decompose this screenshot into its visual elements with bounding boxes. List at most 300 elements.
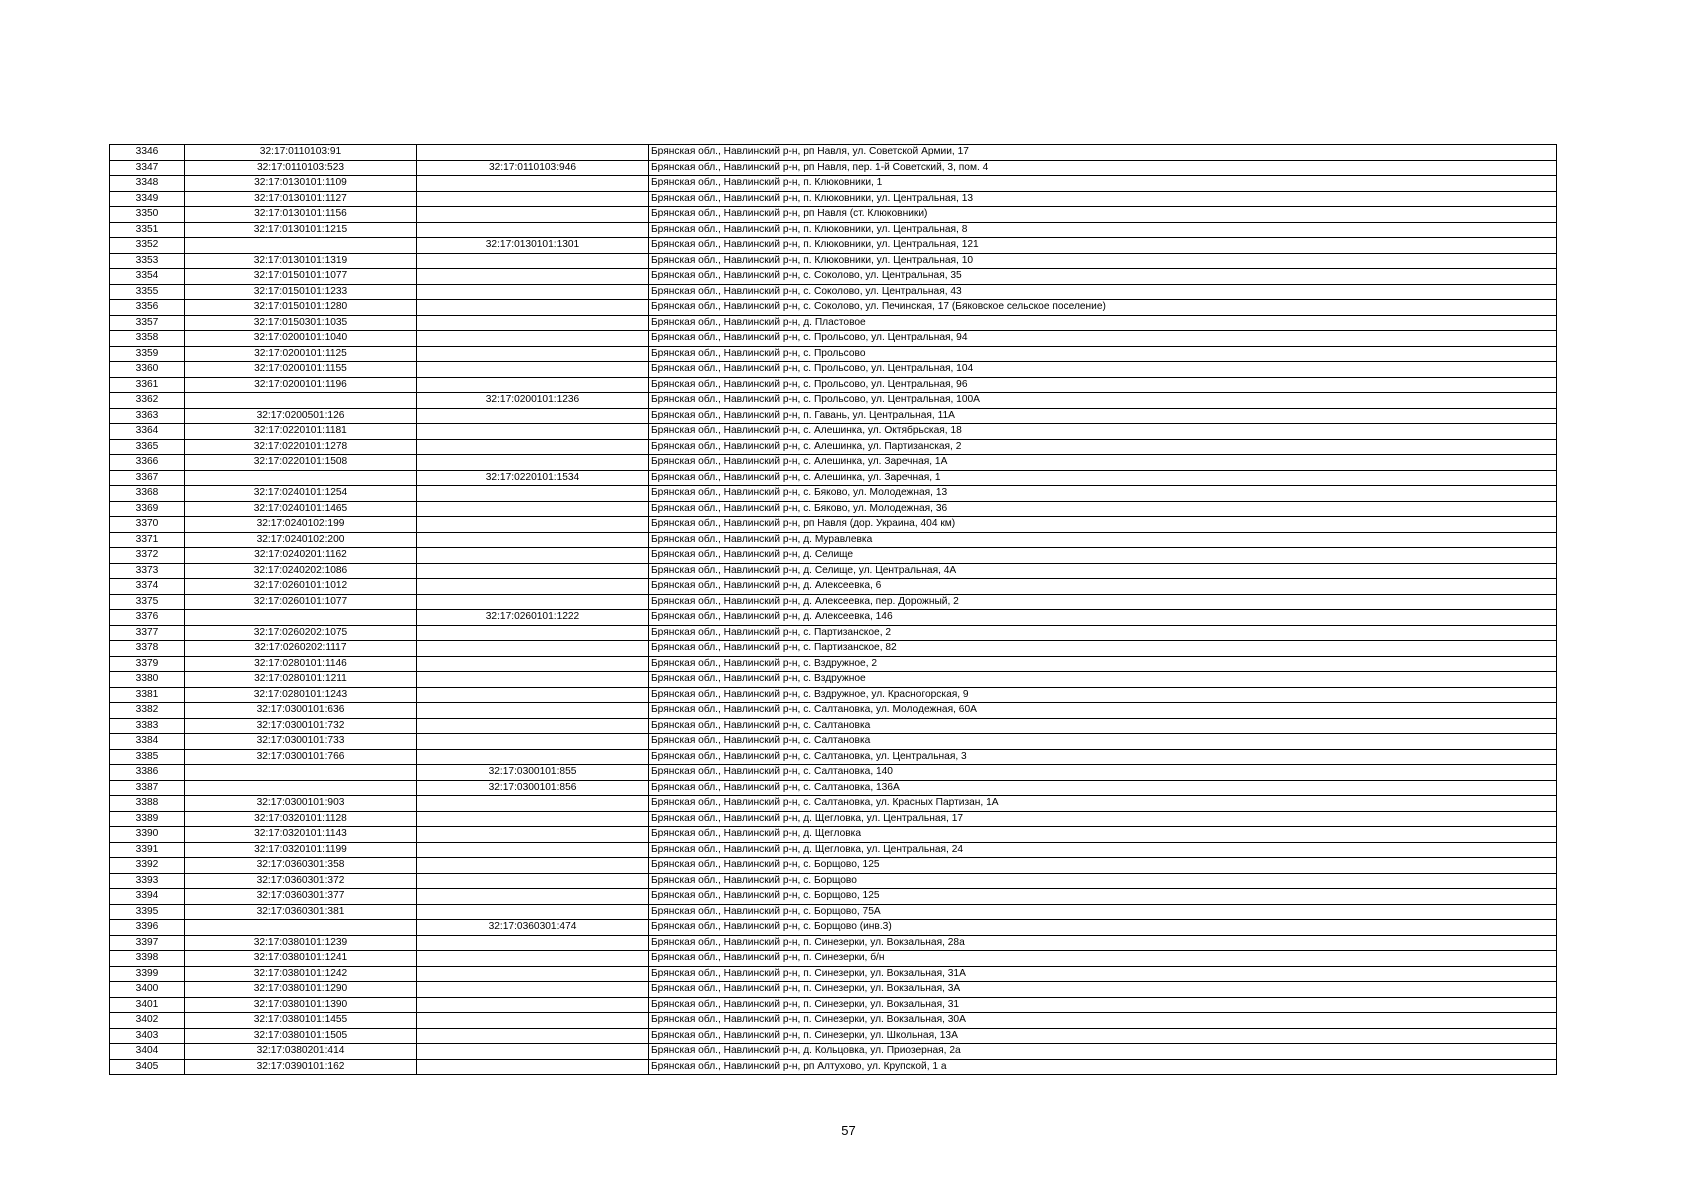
cadastral-number-cell: 32:17:0240101:1465	[185, 501, 417, 517]
row-number-cell: 3371	[110, 532, 185, 548]
row-number-cell: 3385	[110, 749, 185, 765]
cadastral-number-cell	[185, 393, 417, 409]
address-cell: Брянская обл., Навлинский р-н, с. Прольсово, ул. Центральная, 100А	[649, 393, 1557, 409]
address-cell: Брянская обл., Навлинский р-н, с. Салтановка, ул. Молодежная, 60А	[649, 703, 1557, 719]
row-number-cell: 3404	[110, 1044, 185, 1060]
table-row	[110, 548, 1557, 564]
parent-cadastral-number-cell	[417, 284, 649, 300]
table-row	[110, 594, 1557, 610]
cadastral-number-cell: 32:17:0300101:733	[185, 734, 417, 750]
address-cell: Брянская обл., Навлинский р-н, д. Алексеевка, 6	[649, 579, 1557, 595]
table-row	[110, 145, 1557, 161]
row-number-cell: 3402	[110, 1013, 185, 1029]
parent-cadastral-number-cell	[417, 532, 649, 548]
parent-cadastral-number-cell	[417, 548, 649, 564]
parent-cadastral-number-cell	[417, 889, 649, 905]
registry-table	[109, 144, 1557, 1075]
parent-cadastral-number-cell	[417, 935, 649, 951]
address-cell: Брянская обл., Навлинский р-н, д. Пластовое	[649, 315, 1557, 331]
page-number: 57	[841, 1123, 856, 1138]
cadastral-number-cell: 32:17:0320101:1128	[185, 811, 417, 827]
row-number-cell: 3400	[110, 982, 185, 998]
row-number-cell: 3394	[110, 889, 185, 905]
table-row	[110, 672, 1557, 688]
address-cell: Брянская обл., Навлинский р-н, п. Синезерки, ул. Школьная, 13А	[649, 1028, 1557, 1044]
row-number-cell: 3376	[110, 610, 185, 626]
table-row	[110, 176, 1557, 192]
parent-cadastral-number-cell	[417, 269, 649, 285]
parent-cadastral-number-cell	[417, 1059, 649, 1075]
table-row	[110, 1059, 1557, 1075]
table-row	[110, 284, 1557, 300]
table-row	[110, 625, 1557, 641]
address-cell: Брянская обл., Навлинский р-н, с. Вздружное, ул. Красногорская, 9	[649, 687, 1557, 703]
address-cell: Брянская обл., Навлинский р-н, п. Клюковники, ул. Центральная, 121	[649, 238, 1557, 254]
parent-cadastral-number-cell	[417, 656, 649, 672]
parent-cadastral-number-cell: 32:17:0360301:474	[417, 920, 649, 936]
cadastral-number-cell: 32:17:0150101:1077	[185, 269, 417, 285]
cadastral-number-cell: 32:17:0150101:1280	[185, 300, 417, 316]
parent-cadastral-number-cell: 32:17:0200101:1236	[417, 393, 649, 409]
table-row	[110, 191, 1557, 207]
row-number-cell: 3363	[110, 408, 185, 424]
table-row	[110, 703, 1557, 719]
table-row	[110, 641, 1557, 657]
table-row	[110, 1028, 1557, 1044]
row-number-cell: 3372	[110, 548, 185, 564]
table-row	[110, 300, 1557, 316]
table-row	[110, 517, 1557, 533]
table-row	[110, 827, 1557, 843]
address-cell: Брянская обл., Навлинский р-н, п. Гавань, ул. Центральная, 11А	[649, 408, 1557, 424]
table-row	[110, 455, 1557, 471]
cadastral-number-cell: 32:17:0360301:381	[185, 904, 417, 920]
parent-cadastral-number-cell	[417, 982, 649, 998]
row-number-cell: 3387	[110, 780, 185, 796]
parent-cadastral-number-cell	[417, 1044, 649, 1060]
address-cell: Брянская обл., Навлинский р-н, с. Борщово, 125	[649, 858, 1557, 874]
table-row	[110, 269, 1557, 285]
cadastral-number-cell	[185, 238, 417, 254]
parent-cadastral-number-cell	[417, 501, 649, 517]
table-row	[110, 160, 1557, 176]
table-row	[110, 997, 1557, 1013]
parent-cadastral-number-cell	[417, 951, 649, 967]
table-row	[110, 873, 1557, 889]
row-number-cell: 3353	[110, 253, 185, 269]
address-cell: Брянская обл., Навлинский р-н, д. Щегловка, ул. Центральная, 24	[649, 842, 1557, 858]
table-row	[110, 796, 1557, 812]
parent-cadastral-number-cell	[417, 222, 649, 238]
row-number-cell: 3354	[110, 269, 185, 285]
table-row	[110, 811, 1557, 827]
address-cell: Брянская обл., Навлинский р-н, п. Клюковники, ул. Центральная, 13	[649, 191, 1557, 207]
table-row	[110, 842, 1557, 858]
row-number-cell: 3352	[110, 238, 185, 254]
parent-cadastral-number-cell	[417, 873, 649, 889]
cadastral-number-cell: 32:17:0200101:1040	[185, 331, 417, 347]
cadastral-number-cell: 32:17:0130101:1215	[185, 222, 417, 238]
table-row	[110, 331, 1557, 347]
row-number-cell: 3378	[110, 641, 185, 657]
parent-cadastral-number-cell: 32:17:0220101:1534	[417, 470, 649, 486]
table-row	[110, 687, 1557, 703]
cadastral-number-cell: 32:17:0110103:91	[185, 145, 417, 161]
address-cell: Брянская обл., Навлинский р-н, п. Синезерки, ул. Вокзальная, 28а	[649, 935, 1557, 951]
parent-cadastral-number-cell	[417, 997, 649, 1013]
row-number-cell: 3382	[110, 703, 185, 719]
address-cell: Брянская обл., Навлинский р-н, с. Борщово (инв.3)	[649, 920, 1557, 936]
parent-cadastral-number-cell	[417, 734, 649, 750]
address-cell: Брянская обл., Навлинский р-н, с. Бяково, ул. Молодежная, 36	[649, 501, 1557, 517]
row-number-cell: 3381	[110, 687, 185, 703]
row-number-cell: 3347	[110, 160, 185, 176]
address-cell: Брянская обл., Навлинский р-н, с. Соколово, ул. Центральная, 35	[649, 269, 1557, 285]
parent-cadastral-number-cell	[417, 517, 649, 533]
cadastral-number-cell: 32:17:0220101:1278	[185, 439, 417, 455]
table-row	[110, 920, 1557, 936]
parent-cadastral-number-cell	[417, 579, 649, 595]
parent-cadastral-number-cell: 32:17:0260101:1222	[417, 610, 649, 626]
cadastral-number-cell: 32:17:0200501:126	[185, 408, 417, 424]
cadastral-number-cell: 32:17:0380101:1505	[185, 1028, 417, 1044]
address-cell: Брянская обл., Навлинский р-н, с. Соколово, ул. Печинская, 17 (Бяковское сельское поселение)	[649, 300, 1557, 316]
row-number-cell: 3362	[110, 393, 185, 409]
address-cell: Брянская обл., Навлинский р-н, с. Алешинка, ул. Заречная, 1А	[649, 455, 1557, 471]
address-cell: Брянская обл., Навлинский р-н, рп Навля (дор. Украина, 404 км)	[649, 517, 1557, 533]
cadastral-number-cell: 32:17:0280101:1211	[185, 672, 417, 688]
row-number-cell: 3401	[110, 997, 185, 1013]
parent-cadastral-number-cell	[417, 145, 649, 161]
address-cell: Брянская обл., Навлинский р-н, с. Алешинка, ул. Партизанская, 2	[649, 439, 1557, 455]
cadastral-number-cell: 32:17:0380101:1390	[185, 997, 417, 1013]
parent-cadastral-number-cell	[417, 300, 649, 316]
parent-cadastral-number-cell	[417, 703, 649, 719]
parent-cadastral-number-cell	[417, 641, 649, 657]
table-row	[110, 966, 1557, 982]
row-number-cell: 3403	[110, 1028, 185, 1044]
parent-cadastral-number-cell	[417, 253, 649, 269]
cadastral-number-cell: 32:17:0380201:414	[185, 1044, 417, 1060]
table-row	[110, 486, 1557, 502]
address-cell: Брянская обл., Навлинский р-н, с. Прольсово, ул. Центральная, 96	[649, 377, 1557, 393]
cadastral-number-cell: 32:17:0280101:1243	[185, 687, 417, 703]
parent-cadastral-number-cell	[417, 966, 649, 982]
parent-cadastral-number-cell: 32:17:0300101:856	[417, 780, 649, 796]
cadastral-number-cell: 32:17:0380101:1239	[185, 935, 417, 951]
row-number-cell: 3369	[110, 501, 185, 517]
table-row	[110, 780, 1557, 796]
cadastral-number-cell: 32:17:0300101:636	[185, 703, 417, 719]
parent-cadastral-number-cell: 32:17:0300101:855	[417, 765, 649, 781]
address-cell: Брянская обл., Навлинский р-н, д. Кольцовка, ул. Приозерная, 2а	[649, 1044, 1557, 1060]
row-number-cell: 3351	[110, 222, 185, 238]
table-row	[110, 982, 1557, 998]
address-cell: Брянская обл., Навлинский р-н, с. Салтановка, ул. Красных Партизан, 1А	[649, 796, 1557, 812]
address-cell: Брянская обл., Навлинский р-н, с. Борщово, 125	[649, 889, 1557, 905]
table-row	[110, 718, 1557, 734]
table-row	[110, 253, 1557, 269]
table-row	[110, 749, 1557, 765]
cadastral-number-cell: 32:17:0360301:377	[185, 889, 417, 905]
parent-cadastral-number-cell	[417, 842, 649, 858]
address-cell: Брянская обл., Навлинский р-н, д. Селище, ул. Центральная, 4А	[649, 563, 1557, 579]
cadastral-number-cell	[185, 920, 417, 936]
row-number-cell: 3405	[110, 1059, 185, 1075]
table-row	[110, 532, 1557, 548]
address-cell: Брянская обл., Навлинский р-н, с. Борщово	[649, 873, 1557, 889]
cadastral-number-cell: 32:17:0380101:1241	[185, 951, 417, 967]
row-number-cell: 3390	[110, 827, 185, 843]
table-row	[110, 408, 1557, 424]
parent-cadastral-number-cell	[417, 672, 649, 688]
parent-cadastral-number-cell	[417, 486, 649, 502]
row-number-cell: 3396	[110, 920, 185, 936]
parent-cadastral-number-cell	[417, 904, 649, 920]
table-row	[110, 1044, 1557, 1060]
address-cell: Брянская обл., Навлинский р-н, с. Салтановка, 136А	[649, 780, 1557, 796]
address-cell: Брянская обл., Навлинский р-н, с. Салтановка	[649, 718, 1557, 734]
parent-cadastral-number-cell	[417, 594, 649, 610]
cadastral-number-cell: 32:17:0240202:1086	[185, 563, 417, 579]
address-cell: Брянская обл., Навлинский р-н, с. Бяково, ул. Молодежная, 13	[649, 486, 1557, 502]
cadastral-number-cell: 32:17:0220101:1508	[185, 455, 417, 471]
table-row	[110, 579, 1557, 595]
row-number-cell: 3391	[110, 842, 185, 858]
cadastral-number-cell: 32:17:0300101:903	[185, 796, 417, 812]
address-cell: Брянская обл., Навлинский р-н, п. Синезерки, ул. Вокзальная, 31А	[649, 966, 1557, 982]
parent-cadastral-number-cell	[417, 176, 649, 192]
row-number-cell: 3373	[110, 563, 185, 579]
parent-cadastral-number-cell	[417, 718, 649, 734]
address-cell: Брянская обл., Навлинский р-н, п. Синезерки, ул. Вокзальная, 3А	[649, 982, 1557, 998]
row-number-cell: 3364	[110, 424, 185, 440]
row-number-cell: 3358	[110, 331, 185, 347]
row-number-cell: 3398	[110, 951, 185, 967]
row-number-cell: 3366	[110, 455, 185, 471]
address-cell: Брянская обл., Навлинский р-н, рп Навля, ул. Советской Армии, 17	[649, 145, 1557, 161]
row-number-cell: 3348	[110, 176, 185, 192]
parent-cadastral-number-cell: 32:17:0130101:1301	[417, 238, 649, 254]
address-cell: Брянская обл., Навлинский р-н, с. Вздружное	[649, 672, 1557, 688]
cadastral-number-cell: 32:17:0320101:1199	[185, 842, 417, 858]
table-row	[110, 346, 1557, 362]
parent-cadastral-number-cell	[417, 207, 649, 223]
parent-cadastral-number-cell	[417, 827, 649, 843]
address-cell: Брянская обл., Навлинский р-н, с. Салтановка, ул. Центральная, 3	[649, 749, 1557, 765]
cadastral-number-cell: 32:17:0240201:1162	[185, 548, 417, 564]
row-number-cell: 3350	[110, 207, 185, 223]
table-row	[110, 393, 1557, 409]
parent-cadastral-number-cell	[417, 811, 649, 827]
row-number-cell: 3368	[110, 486, 185, 502]
parent-cadastral-number-cell	[417, 346, 649, 362]
cadastral-number-cell: 32:17:0380101:1455	[185, 1013, 417, 1029]
address-cell: Брянская обл., Навлинский р-н, п. Синезерки, б/н	[649, 951, 1557, 967]
table-row	[110, 439, 1557, 455]
address-cell: Брянская обл., Навлинский р-н, д. Алексеевка, пер. Дорожный, 2	[649, 594, 1557, 610]
cadastral-number-cell	[185, 780, 417, 796]
address-cell: Брянская обл., Навлинский р-н, с. Вздружное, 2	[649, 656, 1557, 672]
address-cell: Брянская обл., Навлинский р-н, п. Клюковники, ул. Центральная, 10	[649, 253, 1557, 269]
table-row	[110, 889, 1557, 905]
table-row	[110, 377, 1557, 393]
cadastral-number-cell: 32:17:0220101:1181	[185, 424, 417, 440]
table-row	[110, 765, 1557, 781]
row-number-cell: 3355	[110, 284, 185, 300]
address-cell: Брянская обл., Навлинский р-н, п. Клюковники, 1	[649, 176, 1557, 192]
row-number-cell: 3349	[110, 191, 185, 207]
row-number-cell: 3395	[110, 904, 185, 920]
row-number-cell: 3379	[110, 656, 185, 672]
row-number-cell: 3397	[110, 935, 185, 951]
address-cell: Брянская обл., Навлинский р-н, рп Навля, пер. 1-й Советский, 3, пом. 4	[649, 160, 1557, 176]
cadastral-number-cell	[185, 470, 417, 486]
cadastral-number-cell: 32:17:0130101:1127	[185, 191, 417, 207]
row-number-cell: 3384	[110, 734, 185, 750]
parent-cadastral-number-cell	[417, 687, 649, 703]
table-row	[110, 424, 1557, 440]
row-number-cell: 3374	[110, 579, 185, 595]
row-number-cell: 3360	[110, 362, 185, 378]
address-cell: Брянская обл., Навлинский р-н, п. Клюковники, ул. Центральная, 8	[649, 222, 1557, 238]
cadastral-number-cell: 32:17:0260101:1012	[185, 579, 417, 595]
address-cell: Брянская обл., Навлинский р-н, д. Щегловка, ул. Центральная, 17	[649, 811, 1557, 827]
table-row	[110, 563, 1557, 579]
parent-cadastral-number-cell	[417, 1013, 649, 1029]
row-number-cell: 3375	[110, 594, 185, 610]
row-number-cell: 3356	[110, 300, 185, 316]
row-number-cell: 3346	[110, 145, 185, 161]
address-cell: Брянская обл., Навлинский р-н, с. Салтановка, 140	[649, 765, 1557, 781]
address-cell: Брянская обл., Навлинский р-н, п. Синезерки, ул. Вокзальная, 31	[649, 997, 1557, 1013]
cadastral-number-cell: 32:17:0260101:1077	[185, 594, 417, 610]
cadastral-number-cell: 32:17:0240102:200	[185, 532, 417, 548]
address-cell: Брянская обл., Навлинский р-н, рп Навля (ст. Клюковники)	[649, 207, 1557, 223]
address-cell: Брянская обл., Навлинский р-н, с. Салтановка	[649, 734, 1557, 750]
address-cell: Брянская обл., Навлинский р-н, рп Алтухово, ул. Крупской, 1 а	[649, 1059, 1557, 1075]
table-row	[110, 656, 1557, 672]
parent-cadastral-number-cell	[417, 315, 649, 331]
address-cell: Брянская обл., Навлинский р-н, д. Алексеевка, 146	[649, 610, 1557, 626]
address-cell: Брянская обл., Навлинский р-н, д. Щегловка	[649, 827, 1557, 843]
parent-cadastral-number-cell	[417, 749, 649, 765]
table-row	[110, 610, 1557, 626]
cadastral-number-cell	[185, 610, 417, 626]
registry-table-body	[110, 145, 1557, 1075]
row-number-cell: 3389	[110, 811, 185, 827]
parent-cadastral-number-cell	[417, 625, 649, 641]
cadastral-number-cell: 32:17:0200101:1196	[185, 377, 417, 393]
parent-cadastral-number-cell	[417, 563, 649, 579]
table-row	[110, 734, 1557, 750]
row-number-cell: 3357	[110, 315, 185, 331]
cadastral-number-cell: 32:17:0150101:1233	[185, 284, 417, 300]
address-cell: Брянская обл., Навлинский р-н, с. Борщово, 75А	[649, 904, 1557, 920]
row-number-cell: 3359	[110, 346, 185, 362]
row-number-cell: 3377	[110, 625, 185, 641]
address-cell: Брянская обл., Навлинский р-н, с. Прольсово	[649, 346, 1557, 362]
table-row	[110, 207, 1557, 223]
table-row	[110, 858, 1557, 874]
parent-cadastral-number-cell	[417, 1028, 649, 1044]
row-number-cell: 3365	[110, 439, 185, 455]
cadastral-number-cell: 32:17:0130101:1319	[185, 253, 417, 269]
row-number-cell: 3386	[110, 765, 185, 781]
cadastral-number-cell: 32:17:0150301:1035	[185, 315, 417, 331]
parent-cadastral-number-cell	[417, 191, 649, 207]
address-cell: Брянская обл., Навлинский р-н, с. Соколово, ул. Центральная, 43	[649, 284, 1557, 300]
cadastral-number-cell: 32:17:0320101:1143	[185, 827, 417, 843]
row-number-cell: 3393	[110, 873, 185, 889]
address-cell: Брянская обл., Навлинский р-н, п. Синезерки, ул. Вокзальная, 30А	[649, 1013, 1557, 1029]
cadastral-number-cell: 32:17:0130101:1156	[185, 207, 417, 223]
table-row	[110, 501, 1557, 517]
cadastral-number-cell: 32:17:0360301:372	[185, 873, 417, 889]
cadastral-number-cell: 32:17:0280101:1146	[185, 656, 417, 672]
table-row	[110, 904, 1557, 920]
cadastral-number-cell: 32:17:0260202:1117	[185, 641, 417, 657]
address-cell: Брянская обл., Навлинский р-н, с. Партизанское, 2	[649, 625, 1557, 641]
parent-cadastral-number-cell	[417, 424, 649, 440]
row-number-cell: 3388	[110, 796, 185, 812]
address-cell: Брянская обл., Навлинский р-н, с. Алешинка, ул. Заречная, 1	[649, 470, 1557, 486]
address-cell: Брянская обл., Навлинский р-н, д. Муравлевка	[649, 532, 1557, 548]
cadastral-number-cell	[185, 765, 417, 781]
table-row	[110, 470, 1557, 486]
cadastral-number-cell: 32:17:0200101:1155	[185, 362, 417, 378]
table-row	[110, 1013, 1557, 1029]
cadastral-number-cell: 32:17:0300101:732	[185, 718, 417, 734]
row-number-cell: 3380	[110, 672, 185, 688]
cadastral-number-cell: 32:17:0360301:358	[185, 858, 417, 874]
cadastral-number-cell: 32:17:0240101:1254	[185, 486, 417, 502]
address-cell: Брянская обл., Навлинский р-н, д. Селище	[649, 548, 1557, 564]
address-cell: Брянская обл., Навлинский р-н, с. Партизанское, 82	[649, 641, 1557, 657]
parent-cadastral-number-cell	[417, 377, 649, 393]
row-number-cell: 3399	[110, 966, 185, 982]
address-cell: Брянская обл., Навлинский р-н, с. Алешинка, ул. Октябрьская, 18	[649, 424, 1557, 440]
parent-cadastral-number-cell	[417, 408, 649, 424]
table-row	[110, 222, 1557, 238]
parent-cadastral-number-cell	[417, 362, 649, 378]
cadastral-number-cell: 32:17:0380101:1290	[185, 982, 417, 998]
cadastral-number-cell: 32:17:0390101:162	[185, 1059, 417, 1075]
row-number-cell: 3392	[110, 858, 185, 874]
table-row	[110, 362, 1557, 378]
cadastral-number-cell: 32:17:0300101:766	[185, 749, 417, 765]
parent-cadastral-number-cell	[417, 331, 649, 347]
cadastral-number-cell: 32:17:0240102:199	[185, 517, 417, 533]
cadastral-number-cell: 32:17:0380101:1242	[185, 966, 417, 982]
table-row	[110, 951, 1557, 967]
cadastral-number-cell: 32:17:0130101:1109	[185, 176, 417, 192]
cadastral-number-cell: 32:17:0260202:1075	[185, 625, 417, 641]
parent-cadastral-number-cell	[417, 455, 649, 471]
parent-cadastral-number-cell	[417, 439, 649, 455]
parent-cadastral-number-cell	[417, 796, 649, 812]
address-cell: Брянская обл., Навлинский р-н, с. Прольсово, ул. Центральная, 104	[649, 362, 1557, 378]
address-cell: Брянская обл., Навлинский р-н, с. Прольсово, ул. Центральная, 94	[649, 331, 1557, 347]
row-number-cell: 3367	[110, 470, 185, 486]
cadastral-number-cell: 32:17:0200101:1125	[185, 346, 417, 362]
row-number-cell: 3370	[110, 517, 185, 533]
parent-cadastral-number-cell	[417, 858, 649, 874]
row-number-cell: 3383	[110, 718, 185, 734]
parent-cadastral-number-cell: 32:17:0110103:946	[417, 160, 649, 176]
table-row	[110, 935, 1557, 951]
table-row	[110, 238, 1557, 254]
